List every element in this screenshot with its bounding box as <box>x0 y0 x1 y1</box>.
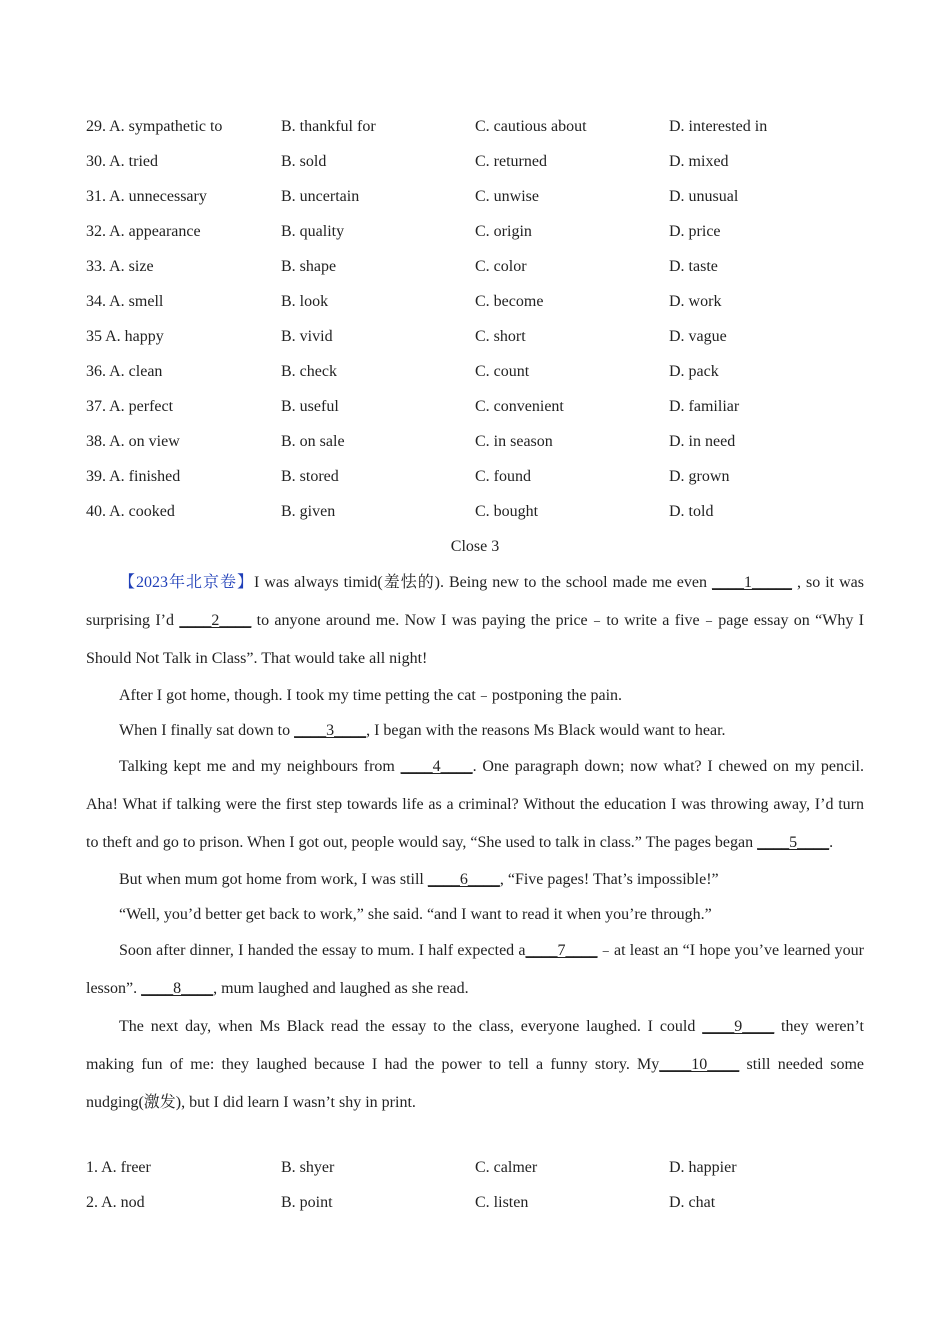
option-a: 38. A. on view <box>86 433 180 450</box>
paragraph-8: The next day, when Ms Black read the essay to the class, everyone laughed. I could ____9____ they weren’t making fun of me: they laughed because I had the power to tell a funny story. My____10____ still needed some nudging(激发), but I did learn I wasn’t shy in print. <box>86 1018 864 1111</box>
blank-9: ____9____ <box>702 1018 775 1035</box>
option-c: C. cautious about <box>475 118 587 135</box>
blank-5: ____5____ <box>757 834 830 851</box>
option-c: C. convenient <box>475 398 564 415</box>
option-c: C. in season <box>475 433 553 450</box>
option-a: 34. A. smell <box>86 293 164 310</box>
blank-1: ____1_____ <box>712 574 793 591</box>
option-b: B. point <box>281 1194 333 1211</box>
option-c: C. short <box>475 328 526 345</box>
paragraph-5: But when mum got home from work, I was still ____6____, “Five pages! That’s impossible!” <box>119 871 719 888</box>
option-d: D. interested in <box>669 118 768 135</box>
section-title: Close 3 <box>450 538 500 555</box>
paragraph-7: Soon after dinner, I handed the essay to mum. I half expected a____7____﹣at least an “I hope you’ve learned your lesson”. ____8____, mum laughed and laughed as she read. <box>86 942 864 997</box>
option-d: D. pack <box>669 363 719 380</box>
option-b: B. look <box>281 293 329 310</box>
paragraph-2: After I got home, though. I took my time petting the cat﹣postponing the pain. <box>119 687 623 704</box>
option-a: 40. A. cooked <box>86 503 175 520</box>
option-b: B. check <box>281 363 337 380</box>
blank-8: ____8____ <box>141 980 214 997</box>
paragraph-6: “Well, you’d better get back to work,” she said. “and I want to read it when you’re through.” <box>119 906 712 923</box>
option-d: D. taste <box>669 258 718 275</box>
option-c: C. color <box>475 258 527 275</box>
cloze-passage <box>86 564 864 1122</box>
option-b: B. quality <box>281 223 345 240</box>
blank-3: ____3____ <box>294 722 367 739</box>
source-label: 【2023年北京卷】 <box>119 574 254 591</box>
blank-4: ____4____ <box>400 758 473 775</box>
option-d: D. familiar <box>669 398 740 415</box>
option-c: C. bought <box>475 503 539 520</box>
option-a: 31. A. unnecessary <box>86 188 207 205</box>
option-b: B. vivid <box>281 328 333 345</box>
option-a: 29. A. sympathetic to <box>86 118 223 135</box>
option-c: C. become <box>475 293 544 310</box>
option-b: B. useful <box>281 398 339 415</box>
paragraph-4: Talking kept me and my neighbours from ____4____. One paragraph down; now what? I chewed on my pencil. Aha! What if talking were the first step towards life as a criminal? Without the education I was throwing away, I’d turn to theft and go to prison. When I got out, people would say, “She used to talk in class.” The pages began ____5____. <box>86 758 864 851</box>
option-b: B. thankful for <box>281 118 376 135</box>
option-a: 35 A. happy <box>86 328 164 345</box>
option-d: D. grown <box>669 468 730 485</box>
option-d: D. happier <box>669 1159 737 1176</box>
option-b: B. given <box>281 503 336 520</box>
blank-7: ____7____ <box>525 942 598 959</box>
option-c: C. calmer <box>475 1159 538 1176</box>
option-a: 2. A. nod <box>86 1194 145 1211</box>
option-a: 1. A. freer <box>86 1159 151 1176</box>
option-a: 37. A. perfect <box>86 398 174 415</box>
paragraph-3: When I finally sat down to ____3____, I began with the reasons Ms Black would want to hear. <box>119 722 726 739</box>
option-a: 33. A. size <box>86 258 154 275</box>
option-d: D. chat <box>669 1194 716 1211</box>
option-b: B. on sale <box>281 433 345 450</box>
option-a: 30. A. tried <box>86 153 158 170</box>
option-c: C. unwise <box>475 188 539 205</box>
option-a: 32. A. appearance <box>86 223 201 240</box>
option-d: D. vague <box>669 328 727 345</box>
option-b: B. sold <box>281 153 327 170</box>
option-b: B. uncertain <box>281 188 360 205</box>
option-b: B. shyer <box>281 1159 335 1176</box>
option-d: D. unusual <box>669 188 739 205</box>
paragraph-1: 【2023年北京卷】I was always timid(羞怯的). Being new to the school made me even ____1_____ , so it was surprising I’d ____2____ to anyone around me. Now I was paying the price﹣to write a five﹣page essay on “Why I Should Not Talk in Class”. That would take all night! <box>86 574 864 667</box>
option-c: C. origin <box>475 223 532 240</box>
blank-6: ____6____ <box>427 871 500 888</box>
option-b: B. stored <box>281 468 339 485</box>
option-d: D. mixed <box>669 153 729 170</box>
option-c: C. count <box>475 363 530 380</box>
option-c: C. listen <box>475 1194 529 1211</box>
option-c: C. found <box>475 468 531 485</box>
option-d: D. work <box>669 293 722 310</box>
option-c: C. returned <box>475 153 547 170</box>
blank-10: ____10____ <box>659 1056 740 1073</box>
option-d: D. price <box>669 223 721 240</box>
option-d: D. told <box>669 503 714 520</box>
option-a: 39. A. finished <box>86 468 181 485</box>
blank-2: ____2____ <box>179 612 252 629</box>
option-d: D. in need <box>669 433 736 450</box>
option-b: B. shape <box>281 258 337 275</box>
option-a: 36. A. clean <box>86 363 163 380</box>
